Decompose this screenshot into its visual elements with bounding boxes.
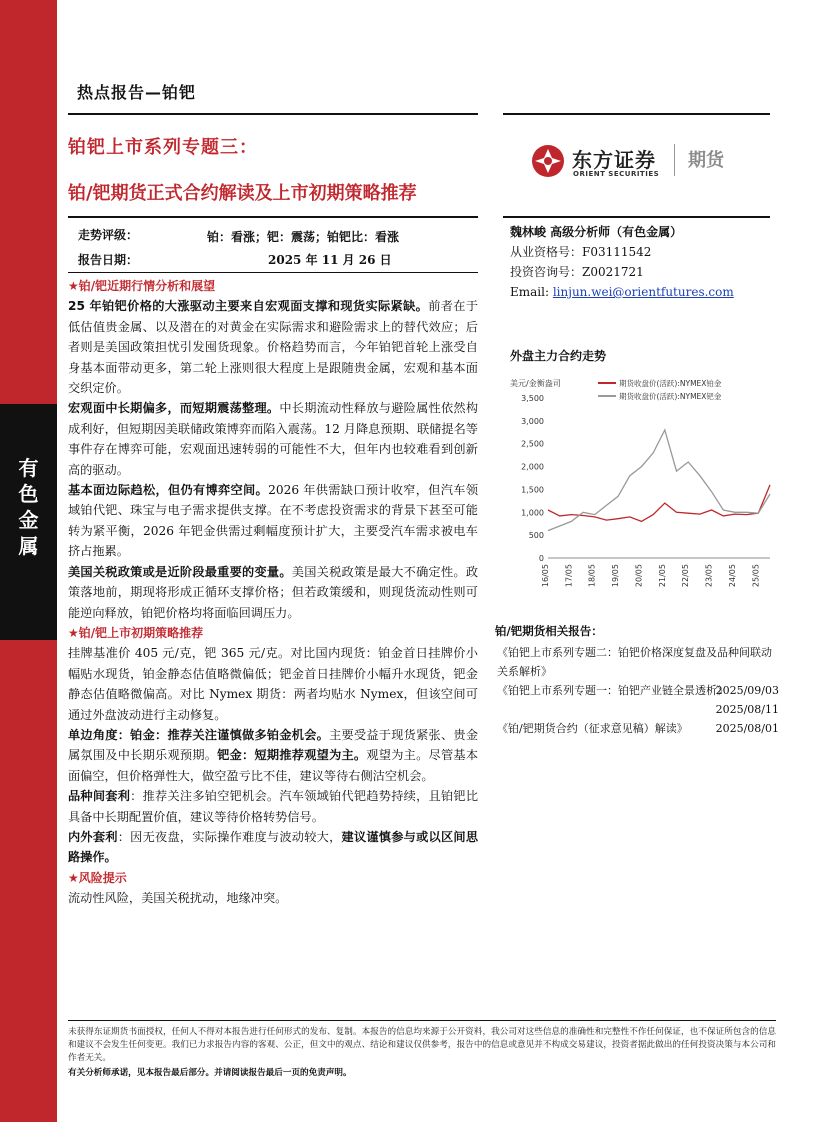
analyst-invest: 投资咨询号：Z0021721	[510, 265, 644, 279]
x-tick-label: 16/05	[541, 564, 550, 588]
trend-value: 铂：看涨；钯：震荡；铂钯比：看涨	[207, 230, 400, 244]
section-heading: ★铂/钯近期行情分析和展望	[68, 279, 216, 293]
report-title-line2: 铂/钯期货正式合约解读及上市初期策略推荐	[68, 183, 417, 204]
disclaimer-text: 未获得东证期货书面授权，任何人不得对本报告进行任何形式的发布、复制。本报告的信息均来源于公开资料，我公司对这些信息的准确性和完整性不作任何保证，也不保证所包含的信息和建议不会发生任何变更。我们已力求报告内容的客观、公正，但文中的观点、结论和建议仅供参考，报告中的信息或意见并不构成交易建议，投资者据此做出的任何投资决策与本公司和作者无关。	[68, 1027, 776, 1063]
y-tick-label: 1,000	[521, 508, 544, 518]
header-rule-right	[503, 113, 770, 115]
x-tick-label: 18/05	[587, 564, 597, 588]
chart-title: 外盘主力合约走势	[510, 349, 607, 363]
date-value: 2025 年 11 月 26 日	[268, 253, 392, 267]
date-label: 报告日期：	[78, 253, 139, 267]
paragraph: 宏观面中长期偏多，而短期震荡整理。中长期流动性释放与避险属性依然构成利好，但短期因美联储政策博弈而陷入震荡。12 月降息预期、联储提名等事件存在博弈可能，宏观面迅速转弱的可能性不大，但年内也较难看到创新高的驱动。	[68, 401, 479, 477]
y-tick-label: 500	[528, 531, 544, 541]
y-tick-label: 1,500	[521, 485, 544, 495]
paragraph: 基本面边际趋松，但仍有博弈空间。2026 年供需缺口预计收窄，但汽车领域铂代钯、珠宝与电子需求提供支撑。在不考虑投资需求的背景下甚至可能转为紧平衡，2026 年钯金供需过剩幅度预计扩大，主要受汽车需求被电车挤占拖累。	[68, 483, 479, 559]
paragraph: 美国关税政策或是近阶段最重要的变量。美国关税政策是最大不确定性。政策落地前，期现将形成正循环支撑价格；但若政策缓和，则现货流动性则可能逆向释放，铂钯价格均将面临回调压力。	[68, 564, 479, 620]
series-line-1	[548, 485, 770, 522]
related-reports-title: 铂/钯期货相关报告：	[495, 624, 603, 638]
logo-divider	[674, 144, 675, 176]
x-tick-label: 17/05	[564, 564, 574, 588]
section-heading: ★风险提示	[68, 870, 127, 885]
legend-label: 期货收盘价(活跃):NYMEX钯金	[619, 392, 722, 401]
y-tick-label: 2,000	[521, 462, 544, 472]
price-line-chart	[508, 372, 776, 594]
report-body	[68, 276, 478, 909]
y-tick-label: 3,500	[521, 394, 544, 403]
footer-rule	[68, 1020, 776, 1021]
analyst-email-link[interactable]: linjun.wei@orientfutures.com	[552, 285, 734, 299]
paragraph: 流动性风险，美国关税扰动，地缘冲突。	[68, 891, 288, 906]
analyst-cert: 从业资格号：F03111542	[510, 245, 652, 259]
x-tick-label: 25/05	[751, 564, 761, 588]
analyst-email-row: Email: linjun.wei@orientfutures.com	[510, 285, 734, 299]
related-report-item[interactable]: 《铂钯上市系列专题二：铂钯价格深度复盘及品种间联动关系解析》 2025/09/03	[497, 646, 779, 697]
paragraph: 品种间套利：推荐关注多铂空钯机会。汽车领域铂代钯趋势持续，且铂钯比具备中长期配置价值，建议等待价格转势信号。	[68, 789, 479, 824]
orient-logo-icon	[530, 144, 566, 178]
x-tick-label: 22/05	[681, 564, 691, 588]
paragraph: 内外套利：因无夜盘，实际操作难度与波动较大，建议谨慎参与或以区间思路操作。	[68, 829, 479, 865]
x-tick-label: 21/05	[657, 564, 667, 588]
trend-label: 走势评级：	[78, 228, 139, 242]
logo-name-cn: 东方证券	[572, 148, 656, 172]
related-report-date: 2025/08/01	[715, 722, 779, 735]
meta-rule-bottom	[68, 272, 478, 273]
report-title-line1: 铂钯上市系列专题三：	[68, 137, 258, 158]
analyst-name: 魏林峻 高级分析师（有色金属）	[510, 225, 683, 239]
related-report-item[interactable]: 《铂钯上市系列专题一：铂钯产业链全景透析》 2025/08/11	[497, 684, 779, 716]
legend-label: 期货收盘价(活跃):NYMEX铂金	[619, 379, 722, 388]
y-tick-label: 3,000	[521, 416, 544, 426]
related-report-item[interactable]: 《铂/钯期货合约（征求意见稿）解读》	[497, 722, 688, 735]
logo-name-en: ORIENT SECURITIES	[573, 170, 660, 178]
paragraph: 挂牌基准价 405 元/克，钯 365 元/克。对比国内现货：铂金首日挂牌价小幅贴水现货，铂金静态估值略微偏低；钯金首日挂牌价小幅升水现货，钯金静态估值略微偏高。对比 Nymex 期货：两者均贴水 Nymex，但该空间可通过外盘波动进行主动修复。	[68, 646, 478, 722]
analyst-rule-top	[503, 216, 770, 218]
footer-note: 有关分析师承诺，见本报告最后部分。并请阅读报告最后一页的免责声明。	[68, 1068, 352, 1078]
paragraph: 单边角度：铂金：推荐关注谨慎做多铂金机会。主要受益于现货紧张、贵金属氛围及中长期乐观预期。钯金：短期推荐观望为主。观望为主。尽管基本面偏空，但价格弹性大，做空盈亏比不佳，建议等待右侧沽空机会。	[68, 727, 479, 783]
y-tick-label: 2,500	[521, 439, 544, 449]
x-tick-label: 19/05	[611, 564, 621, 588]
paragraph: 25 年铂钯价格的大涨驱动主要来自宏观面支撑和现货实际紧缺。前者在于低估值贵金属、以及潜在的对黄金在实际需求和避险需求上的替代效应；后者则是美国政策担忧引发囤货现象。价格趋势而言，今年铂钯首轮上涨受自身基本面带动更多，第二轮上涨则很大程度上是跟随贵金属，宏观和基本面交织定价。	[68, 299, 479, 396]
logo-division: 期货	[688, 150, 724, 171]
y-tick-label: 0	[538, 554, 544, 563]
y-unit-label: 美元/金衡盎司	[510, 379, 561, 388]
analyst-block	[510, 222, 734, 302]
meta-rule-top	[68, 216, 478, 218]
header-rule-left	[68, 113, 478, 115]
side-category-label: 有 色 金 属	[18, 456, 39, 558]
x-tick-label: 20/05	[634, 564, 644, 588]
section-heading: ★铂/钯上市初期策略推荐	[68, 625, 204, 640]
x-tick-label: 24/05	[727, 564, 737, 588]
x-tick-label: 23/05	[704, 564, 714, 588]
report-section-title: 热点报告—铂钯	[77, 83, 197, 102]
